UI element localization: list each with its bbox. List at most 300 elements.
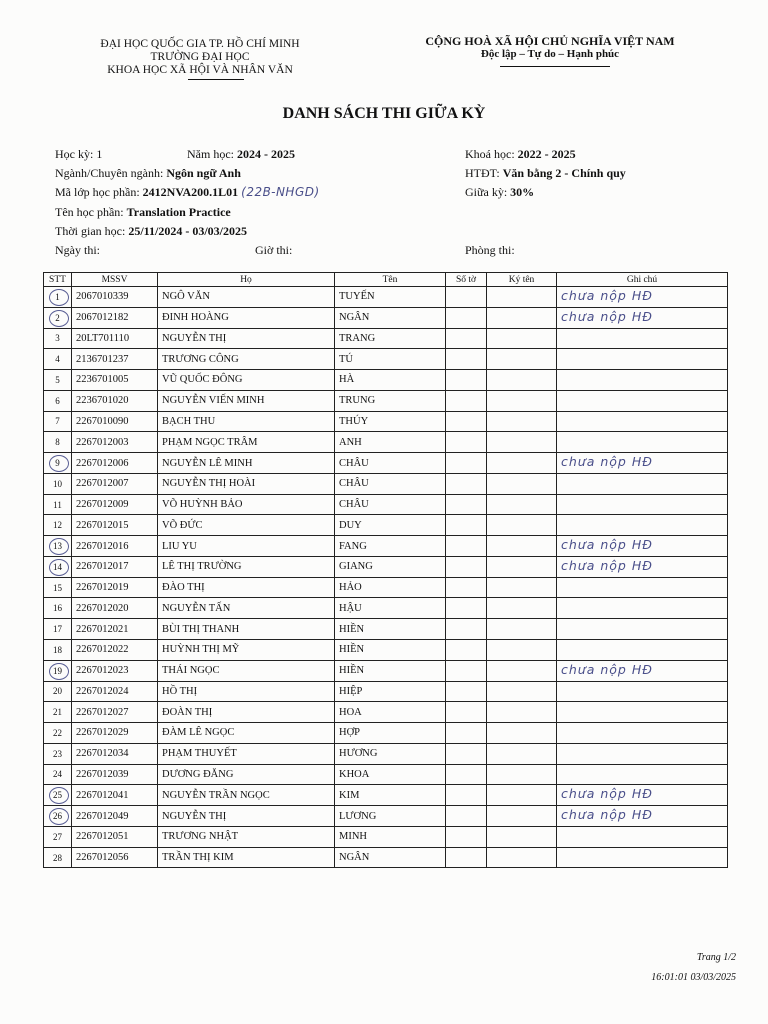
- stt-cell: [44, 681, 72, 702]
- ten-cell: HIỀN: [335, 640, 446, 661]
- class-code-value: 2412NVA200.1L01: [142, 185, 239, 199]
- ghi-chu-cell: [557, 453, 728, 474]
- table-row: [44, 432, 728, 453]
- mssv-cell: 2267012056: [72, 847, 158, 868]
- mssv-cell: 2267012024: [72, 681, 158, 702]
- so-to-cell: [446, 515, 487, 536]
- stt-number: 27: [53, 831, 62, 842]
- ho-cell: NGUYỄN TẤN: [158, 598, 335, 619]
- ky-ten-cell: [487, 287, 557, 308]
- mssv-cell: 2267010090: [72, 411, 158, 432]
- ghi-chu-cell: [557, 556, 728, 577]
- ho-cell: LIU YU: [158, 536, 335, 557]
- stt-cell: [44, 640, 72, 661]
- stt-number: 28: [53, 852, 62, 863]
- so-to-cell: [446, 536, 487, 557]
- ghi-chu-cell: [557, 764, 728, 785]
- ghi-chu-cell: [557, 598, 728, 619]
- ghi-chu-cell: [557, 785, 728, 806]
- training-type-value: Văn bằng 2 - Chính quy: [502, 166, 626, 180]
- stt-number: 17: [53, 624, 62, 635]
- ghi-chu-cell: [557, 287, 728, 308]
- ten-cell: HIỀN: [335, 660, 446, 681]
- exam-room-label: Phòng thi:: [465, 243, 515, 257]
- stt-cell: [44, 390, 72, 411]
- table-row: [44, 494, 728, 515]
- stt-number: 25: [53, 790, 62, 801]
- ten-cell: LƯƠNG: [335, 806, 446, 827]
- midterm-weight-info: [465, 185, 534, 200]
- ten-cell: FANG: [335, 536, 446, 557]
- ho-cell: THÁI NGỌC: [158, 660, 335, 681]
- so-to-cell: [446, 764, 487, 785]
- so-to-cell: [446, 432, 487, 453]
- ho-cell: ĐÀO THỊ: [158, 577, 335, 598]
- ho-cell: ĐINH HOÀNG: [158, 307, 335, 328]
- handwritten-note: chưa nộp HĐ: [561, 308, 653, 324]
- ten-cell: TÚ: [335, 349, 446, 370]
- ky-ten-cell: [487, 556, 557, 577]
- table-row: [44, 681, 728, 702]
- handwritten-note: chưa nộp HĐ: [561, 557, 653, 573]
- mssv-cell: 2267012049: [72, 806, 158, 827]
- stt-number: 18: [53, 644, 62, 655]
- ky-ten-cell: [487, 806, 557, 827]
- so-to-cell: [446, 619, 487, 640]
- major-info: [55, 166, 241, 181]
- stt-cell: [44, 287, 72, 308]
- ky-ten-cell: [487, 515, 557, 536]
- ghi-chu-cell: [557, 473, 728, 494]
- ky-ten-cell: [487, 577, 557, 598]
- ghi-chu-cell: [557, 847, 728, 868]
- so-to-cell: [446, 328, 487, 349]
- mssv-cell: 2267012015: [72, 515, 158, 536]
- mssv-cell: 2267012023: [72, 660, 158, 681]
- mssv-cell: 2267012006: [72, 453, 158, 474]
- mssv-cell: 2236701005: [72, 370, 158, 391]
- ghi-chu-cell: [557, 681, 728, 702]
- stt-number: 12: [53, 520, 62, 531]
- ky-ten-cell: [487, 764, 557, 785]
- stt-number: 23: [53, 748, 62, 759]
- course-year-value: 2022 - 2025: [517, 147, 576, 161]
- stt-cell: [44, 494, 72, 515]
- ky-ten-cell: [487, 390, 557, 411]
- stt-number: 21: [53, 707, 62, 718]
- stt-cell: [44, 785, 72, 806]
- document-title: DANH SÁCH THI GIỮA KỲ: [282, 105, 486, 122]
- so-to-cell: [446, 473, 487, 494]
- mssv-cell: 2267012020: [72, 598, 158, 619]
- ky-ten-cell: [487, 328, 557, 349]
- ten-cell: CHÂU: [335, 494, 446, 515]
- so-to-cell: [446, 785, 487, 806]
- header-right-underline: [500, 66, 610, 67]
- stt-number: 15: [53, 582, 62, 593]
- handwritten-note: chưa nộp HĐ: [561, 807, 653, 823]
- ho-cell: VÕ ĐỨC: [158, 515, 335, 536]
- ten-cell: TRUNG: [335, 390, 446, 411]
- university-header: [70, 38, 330, 77]
- so-to-cell: [446, 494, 487, 515]
- class-code-handwritten-note: (22B-NHGD): [241, 185, 320, 199]
- ghi-chu-cell: [557, 328, 728, 349]
- handwritten-note: chưa nộp HĐ: [561, 454, 653, 470]
- ten-cell: HỢP: [335, 723, 446, 744]
- handwritten-circle-mark: [49, 310, 69, 327]
- mssv-cell: 2267012034: [72, 743, 158, 764]
- country-name: CỘNG HOÀ XÃ HỘI CHỦ NGHĨA VIỆT NAM: [425, 34, 675, 48]
- stt-number: 7: [55, 416, 60, 427]
- stt-cell: [44, 515, 72, 536]
- ky-ten-cell: [487, 619, 557, 640]
- ky-ten-cell: [487, 598, 557, 619]
- ho-cell: PHẠM NGỌC TRÂM: [158, 432, 335, 453]
- course-name-info: [55, 205, 231, 220]
- ten-cell: ANH: [335, 432, 446, 453]
- stt-cell: [44, 619, 72, 640]
- ky-ten-cell: [487, 370, 557, 391]
- ten-cell: MINH: [335, 826, 446, 847]
- school-name: TRƯỜNG ĐẠI HỌC: [150, 51, 250, 63]
- stt-cell: [44, 453, 72, 474]
- stt-cell: [44, 743, 72, 764]
- semester-info: [55, 147, 102, 162]
- ten-cell: TUYẾN: [335, 287, 446, 308]
- handwritten-circle-mark: [49, 289, 69, 306]
- ky-ten-cell: [487, 536, 557, 557]
- stt-number: 9: [55, 458, 60, 468]
- ky-ten-cell: [487, 349, 557, 370]
- mssv-cell: 2267012016: [72, 536, 158, 557]
- study-period-info: [55, 224, 247, 239]
- mssv-cell: 2267012021: [72, 619, 158, 640]
- ho-cell: BẠCH THU: [158, 411, 335, 432]
- mssv-cell: 2267012017: [72, 556, 158, 577]
- ten-cell: HOA: [335, 702, 446, 723]
- ky-ten-cell: [487, 494, 557, 515]
- study-period-label: Thời gian học:: [55, 224, 126, 238]
- so-to-cell: [446, 660, 487, 681]
- mssv-cell: 2267012022: [72, 640, 158, 661]
- stt-cell: [44, 432, 72, 453]
- ho-cell: DƯƠNG ĐĂNG: [158, 764, 335, 785]
- stt-cell: [44, 370, 72, 391]
- stt-cell: [44, 556, 72, 577]
- ky-ten-cell: [487, 411, 557, 432]
- ghi-chu-cell: [557, 640, 728, 661]
- handwritten-note: chưa nộp HĐ: [561, 537, 653, 553]
- table-row: [44, 328, 728, 349]
- stt-cell: [44, 847, 72, 868]
- stt-cell: [44, 598, 72, 619]
- ky-ten-cell: [487, 743, 557, 764]
- ky-ten-cell: [487, 307, 557, 328]
- midterm-weight-label: Giữa kỳ:: [465, 185, 508, 199]
- stt-number: 6: [55, 395, 60, 406]
- ky-ten-cell: [487, 473, 557, 494]
- table-row: [44, 785, 728, 806]
- ho-cell: NGUYỄN VIẾN MINH: [158, 390, 335, 411]
- header-stt: STT: [44, 273, 72, 287]
- ten-cell: HIỆP: [335, 681, 446, 702]
- header-so-to: Số tờ: [446, 273, 487, 287]
- national-motto: Độc lập – Tự do – Hạnh phúc: [480, 48, 620, 60]
- ten-cell: CHÂU: [335, 473, 446, 494]
- ten-cell: NGÂN: [335, 847, 446, 868]
- ghi-chu-cell: [557, 702, 728, 723]
- ho-cell: NGUYỄN THỊ: [158, 806, 335, 827]
- table-row: [44, 806, 728, 827]
- so-to-cell: [446, 826, 487, 847]
- header-ghi-chu: Ghi chú: [557, 273, 728, 287]
- ho-cell: ĐÀM LÊ NGỌC: [158, 723, 335, 744]
- ho-cell: HUỲNH THỊ MỸ: [158, 640, 335, 661]
- ho-cell: VŨ QUỐC ĐÔNG: [158, 370, 335, 391]
- ho-cell: LÊ THỊ TRƯỜNG: [158, 556, 335, 577]
- exam-time-label: Giờ thi:: [255, 243, 293, 257]
- ky-ten-cell: [487, 826, 557, 847]
- table-row: [44, 536, 728, 557]
- stt-cell: [44, 328, 72, 349]
- ten-cell: NGÂN: [335, 307, 446, 328]
- table-row: [44, 287, 728, 308]
- stt-cell: [44, 577, 72, 598]
- ky-ten-cell: [487, 681, 557, 702]
- stt-cell: [44, 536, 72, 557]
- ten-cell: HÀ: [335, 370, 446, 391]
- mssv-cell: 2267012009: [72, 494, 158, 515]
- stt-number: 3: [55, 333, 60, 344]
- table-row: [44, 702, 728, 723]
- table-row: [44, 515, 728, 536]
- stt-number: 2: [55, 312, 60, 323]
- ghi-chu-cell: [557, 349, 728, 370]
- handwritten-circle-mark: [49, 559, 69, 576]
- stt-number: 4: [55, 354, 60, 365]
- header-left-underline: [188, 79, 244, 80]
- course-year-label: Khoá học:: [465, 147, 515, 161]
- table-row: [44, 660, 728, 681]
- school-year-value: 2024 - 2025: [237, 147, 295, 161]
- ho-cell: VÕ HUỲNH BẢO: [158, 494, 335, 515]
- so-to-cell: [446, 681, 487, 702]
- ten-cell: DUY: [335, 515, 446, 536]
- table-row: [44, 640, 728, 661]
- ho-cell: BÙI THỊ THANH: [158, 619, 335, 640]
- so-to-cell: [446, 702, 487, 723]
- stt-cell: [44, 660, 72, 681]
- stt-number: 16: [53, 603, 62, 614]
- ten-cell: KIM: [335, 785, 446, 806]
- class-code-label: Mã lớp học phần:: [55, 185, 140, 199]
- so-to-cell: [446, 723, 487, 744]
- stt-cell: [44, 764, 72, 785]
- handwritten-note: chưa nộp HĐ: [561, 661, 653, 677]
- mssv-cell: 2267012019: [72, 577, 158, 598]
- handwritten-circle-mark: [49, 538, 69, 555]
- ky-ten-cell: [487, 847, 557, 868]
- ho-cell: NGUYỄN LÊ MINH: [158, 453, 335, 474]
- table-row: [44, 390, 728, 411]
- stt-number: 26: [53, 811, 62, 822]
- table-row: [44, 556, 728, 577]
- table-row: [44, 473, 728, 494]
- ghi-chu-cell: [557, 660, 728, 681]
- ky-ten-cell: [487, 660, 557, 681]
- ho-cell: NGUYỄN THỊ: [158, 328, 335, 349]
- ghi-chu-cell: [557, 826, 728, 847]
- stt-cell: [44, 702, 72, 723]
- mssv-cell: 2267012051: [72, 826, 158, 847]
- major-value: Ngôn ngữ Anh: [166, 166, 241, 180]
- stt-cell: [44, 349, 72, 370]
- handwritten-circle-mark: [49, 663, 69, 680]
- so-to-cell: [446, 411, 487, 432]
- so-to-cell: [446, 806, 487, 827]
- mssv-cell: 2067010339: [72, 287, 158, 308]
- table-row: [44, 847, 728, 868]
- ho-cell: ĐOÀN THỊ: [158, 702, 335, 723]
- table-row: [44, 826, 728, 847]
- stt-cell: [44, 806, 72, 827]
- mssv-cell: 2136701237: [72, 349, 158, 370]
- handwritten-circle-mark: [49, 455, 69, 472]
- school-year-label: Năm học:: [187, 147, 234, 161]
- stt-cell: [44, 307, 72, 328]
- ho-cell: NGÔ VĂN: [158, 287, 335, 308]
- ten-cell: TRANG: [335, 328, 446, 349]
- stt-number: 1: [55, 291, 60, 302]
- student-list-table: [43, 272, 728, 868]
- handwritten-circle-mark: [49, 787, 69, 804]
- so-to-cell: [446, 453, 487, 474]
- ten-cell: HIỀN: [335, 619, 446, 640]
- ghi-chu-cell: [557, 432, 728, 453]
- ghi-chu-cell: [557, 515, 728, 536]
- table-row: [44, 764, 728, 785]
- ghi-chu-cell: [557, 619, 728, 640]
- course-year-info: [465, 147, 576, 162]
- ho-cell: HỒ THỊ: [158, 681, 335, 702]
- ghi-chu-cell: [557, 411, 728, 432]
- ky-ten-cell: [487, 702, 557, 723]
- stt-cell: [44, 411, 72, 432]
- stt-number: 5: [55, 374, 60, 385]
- ghi-chu-cell: [557, 494, 728, 515]
- ten-cell: HẢO: [335, 577, 446, 598]
- ghi-chu-cell: [557, 577, 728, 598]
- stt-cell: [44, 826, 72, 847]
- stt-number: 24: [53, 769, 62, 780]
- ten-cell: HẬU: [335, 598, 446, 619]
- stt-cell: [44, 473, 72, 494]
- table-row: [44, 598, 728, 619]
- ten-cell: GIANG: [335, 556, 446, 577]
- handwritten-note: chưa nộp HĐ: [561, 786, 653, 802]
- so-to-cell: [446, 847, 487, 868]
- ghi-chu-cell: [557, 723, 728, 744]
- table-row: [44, 619, 728, 640]
- mssv-cell: 2267012003: [72, 432, 158, 453]
- print-timestamp: 16:01:01 03/03/2025: [651, 972, 736, 983]
- stt-number: 20: [53, 686, 62, 697]
- national-header: [400, 35, 700, 61]
- mssv-cell: 2267012039: [72, 764, 158, 785]
- ghi-chu-cell: [557, 536, 728, 557]
- exam-date-label: Ngày thi:: [55, 243, 100, 257]
- table-row: [44, 307, 728, 328]
- mssv-cell: 2067012182: [72, 307, 158, 328]
- table-row: [44, 577, 728, 598]
- ghi-chu-cell: [557, 390, 728, 411]
- stt-number: 10: [53, 478, 62, 489]
- ky-ten-cell: [487, 453, 557, 474]
- ghi-chu-cell: [557, 806, 728, 827]
- so-to-cell: [446, 307, 487, 328]
- ghi-chu-cell: [557, 370, 728, 391]
- stt-number: 22: [53, 727, 62, 738]
- table-row: [44, 411, 728, 432]
- mssv-cell: 2236701020: [72, 390, 158, 411]
- so-to-cell: [446, 577, 487, 598]
- table-row: [44, 349, 728, 370]
- so-to-cell: [446, 349, 487, 370]
- university-name: ĐẠI HỌC QUỐC GIA TP. HỒ CHÍ MINH: [100, 38, 300, 50]
- ho-cell: TRẦN THỊ KIM: [158, 847, 335, 868]
- major-label: Ngành/Chuyên ngành:: [55, 166, 164, 180]
- so-to-cell: [446, 743, 487, 764]
- ten-cell: KHOA: [335, 764, 446, 785]
- header-ky-ten: Ký tên: [487, 273, 557, 287]
- ten-cell: CHÂU: [335, 453, 446, 474]
- page-number: Trang 1/2: [696, 952, 736, 963]
- ho-cell: TRƯƠNG NHẬT: [158, 826, 335, 847]
- ten-cell: HƯƠNG: [335, 743, 446, 764]
- so-to-cell: [446, 370, 487, 391]
- ho-cell: PHẠM THUYẾT: [158, 743, 335, 764]
- stt-number: 11: [53, 499, 62, 510]
- ghi-chu-cell: [557, 743, 728, 764]
- so-to-cell: [446, 556, 487, 577]
- stt-number: 8: [55, 437, 60, 448]
- class-code-info: [55, 185, 320, 200]
- so-to-cell: [446, 390, 487, 411]
- so-to-cell: [446, 640, 487, 661]
- mssv-cell: 20LT701110: [72, 328, 158, 349]
- stt-cell: [44, 723, 72, 744]
- ky-ten-cell: [487, 785, 557, 806]
- table-row: [44, 370, 728, 391]
- ten-cell: THÚY: [335, 411, 446, 432]
- faculty-name: KHOA HỌC XÃ HỘI VÀ NHÂN VĂN: [107, 64, 293, 76]
- stt-number: 14: [53, 561, 62, 572]
- course-name-value: Translation Practice: [126, 205, 231, 219]
- table-row: [44, 723, 728, 744]
- course-name-label: Tên học phần:: [55, 205, 124, 219]
- ky-ten-cell: [487, 723, 557, 744]
- handwritten-note: chưa nộp HĐ: [561, 288, 653, 303]
- semester-label: Học kỳ:: [55, 147, 94, 161]
- table-header-row: [44, 273, 728, 287]
- training-type-label: HTĐT:: [465, 166, 500, 180]
- table-row: [44, 453, 728, 474]
- mssv-cell: 2267012007: [72, 473, 158, 494]
- mssv-cell: 2267012027: [72, 702, 158, 723]
- ho-cell: TRƯƠNG CÔNG: [158, 349, 335, 370]
- mssv-cell: 2267012041: [72, 785, 158, 806]
